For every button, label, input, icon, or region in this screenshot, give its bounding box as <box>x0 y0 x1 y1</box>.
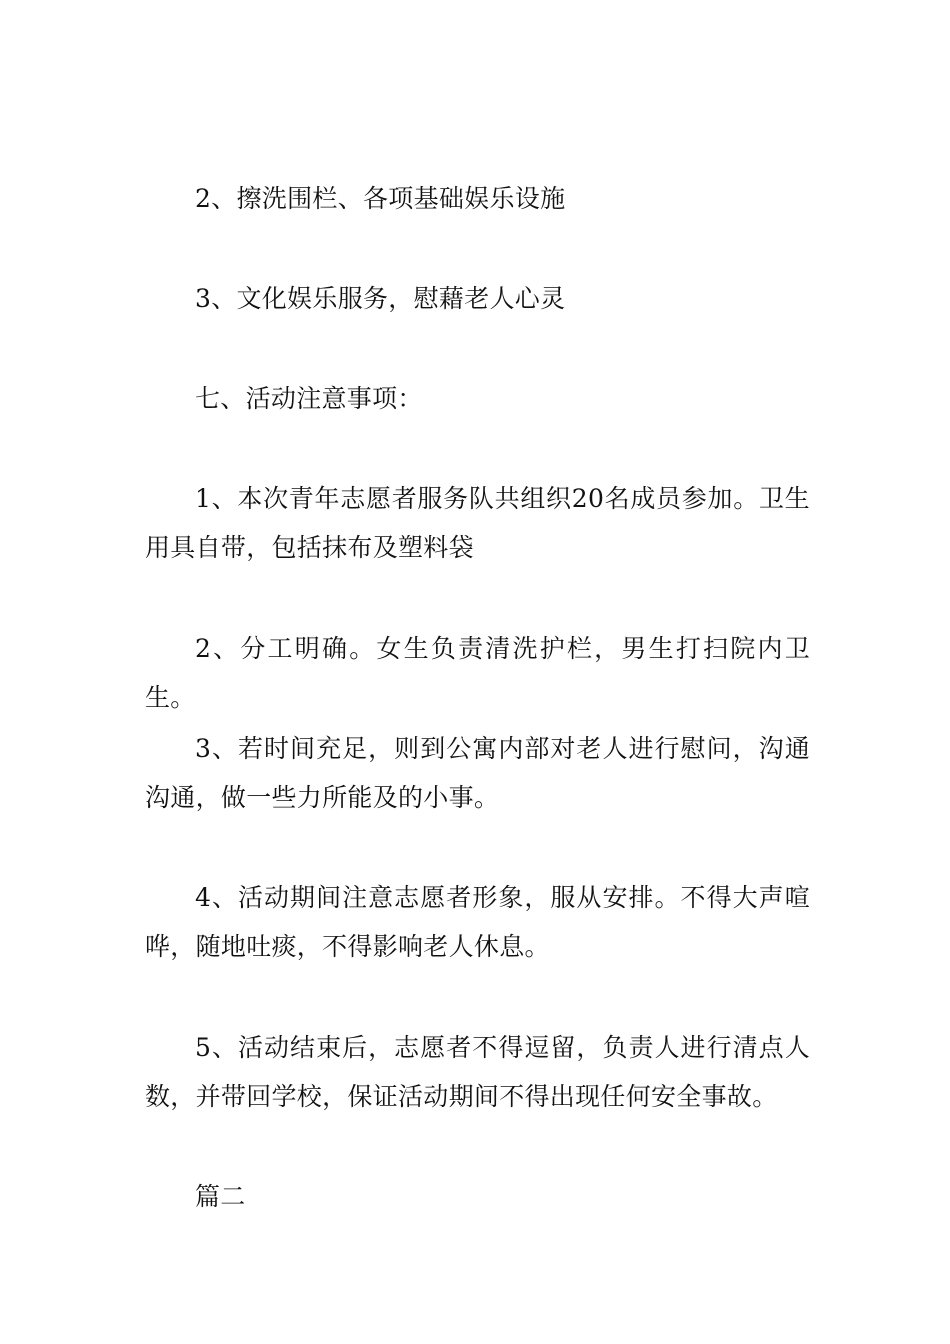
section-heading-notes: 七、活动注意事项： <box>195 384 423 413</box>
note-item-visit-elderly: 3、若时间充足，则到公寓内部对老人进行慰问，沟通沟通，做一些力所能及的小事。 <box>145 734 810 812</box>
list-item-cultural-service: 3、文化娱乐服务，慰藉老人心灵 <box>195 284 566 313</box>
note-item-conduct: 4、活动期间注意志愿者形象，服从安排。不得大声喧哗，随地吐痰，不得影响老人休息。 <box>145 883 810 961</box>
note-item-participants: 1、本次青年志愿者服务队共组织20名成员参加。卫生用具自带，包括抹布及塑料袋 <box>145 484 810 562</box>
note-item-division-of-labor: 2、分工明确。女生负责清洗护栏，男生打扫院内卫生。 <box>145 634 810 712</box>
section-heading-part-two: 篇二 <box>195 1182 246 1211</box>
list-item-clean-railings: 2、擦洗围栏、各项基础娱乐设施 <box>195 184 566 213</box>
note-item-safety: 5、活动结束后，志愿者不得逗留，负责人进行清点人数，并带回学校，保证活动期间不得出现任何安全事故。 <box>145 1033 810 1111</box>
